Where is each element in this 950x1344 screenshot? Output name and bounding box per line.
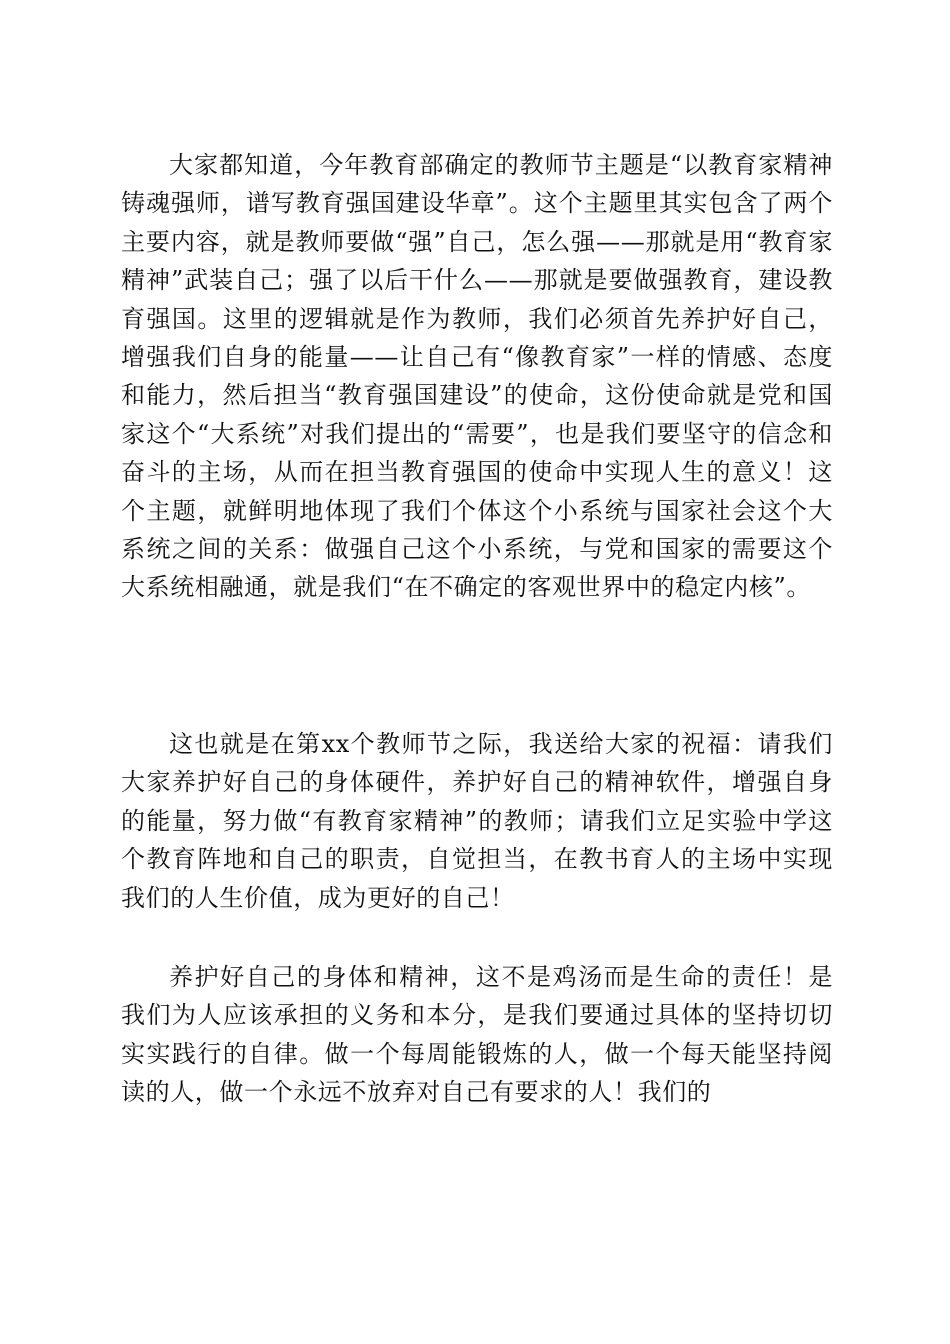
paragraph-self-care: 养护好自己的身体和精神，这不是鸡汤而是生命的责任！是我们为人应该承担的义务和本分，是我们要通过具体的坚持切切实实践行的自律。做一个每周能锻炼的人，做一个每天能坚持阅读的人，做一个永远不放弃对自己有要求的人！我们的 xyxy=(121,963,833,1107)
paragraph-theme: 大家都知道，今年教育部确定的教师节主题是“以教育家精神铸魂强师，谱写教育强国建设华章”。这个主题里其实包含了两个主要内容，就是教师要做“强”自己，怎么强——那就是用“教育家精神”武装自己；强了以后干什么——那就是要做强教育，建设教育强国。这里的逻辑就是作为教师，我们必须首先养护好自己，增强我们自身的能量——让自己有“像教育家”一样的情感、态度和能力，然后担当“教育强国建设”的使命，这份使命就是党和国家这个“大系统”对我们提出的“需要”，也是我们要坚守的信念和奋斗的主场，从而在担当教育强国的使命中实现人生的意义！这个主题，就鲜明地体现了我们个体这个小系统与国家社会这个大系统之间的关系：做强自己这个小系统，与党和国家的需要这个大系统相融通，就是我们“在不确定的客观世界中的稳定内核”。 xyxy=(121,151,833,602)
paragraph-blessing: 这也就是在第xx个教师节之际，我送给大家的祝福：请我们大家养护好自己的身体硬件，养护好自己的精神软件，增强自身的能量，努力做“有教育家精神”的教师；请我们立足实验中学这个教育阵地和自己的职责，自觉担当，在教书育人的主场中实现我们的人生价值，成为更好的自己！ xyxy=(121,730,833,912)
